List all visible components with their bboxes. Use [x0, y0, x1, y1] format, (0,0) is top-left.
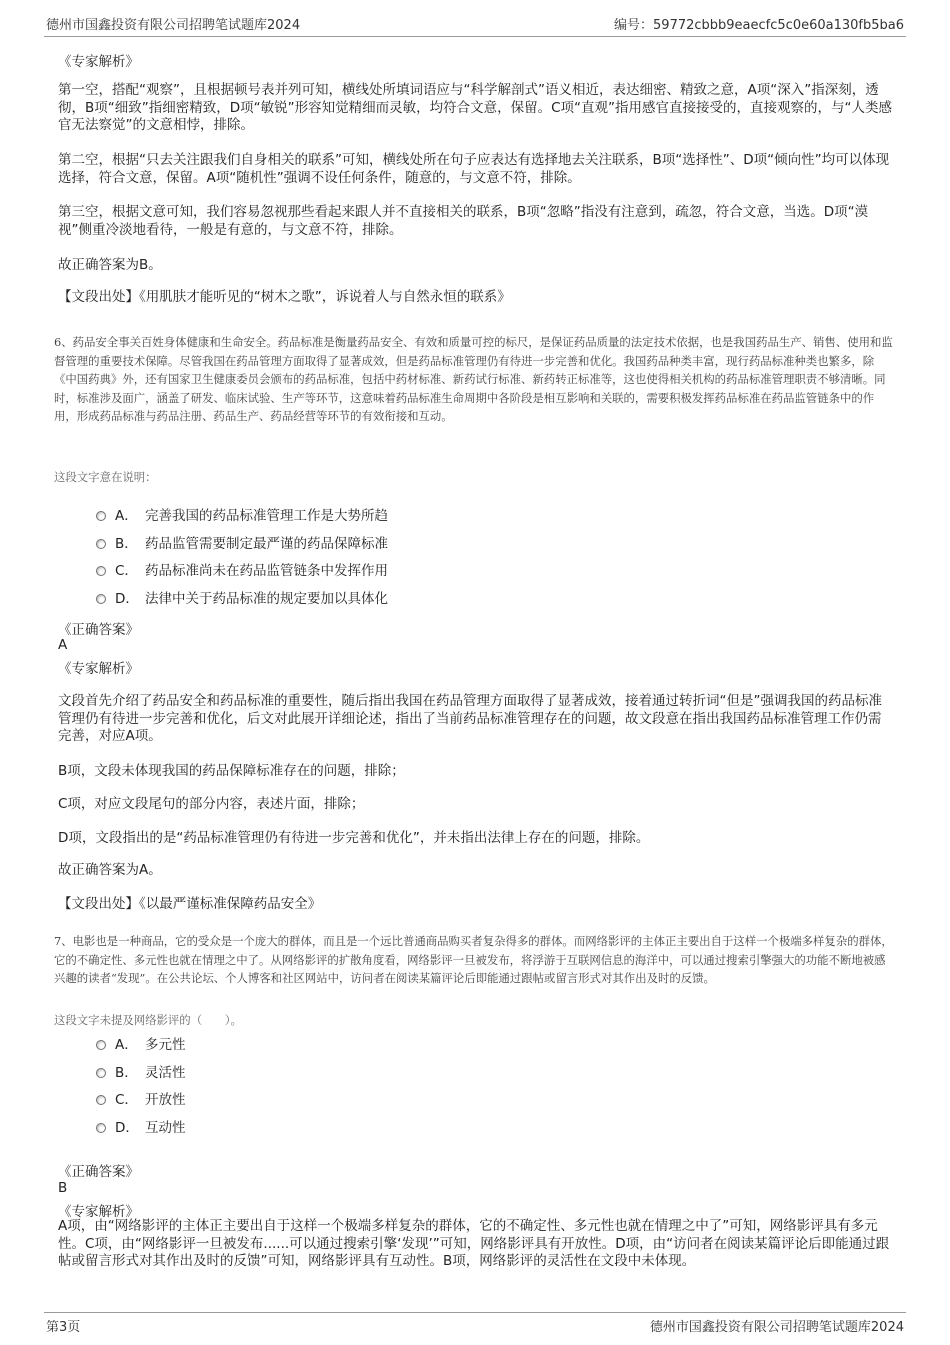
option-letter: D．	[115, 1120, 139, 1136]
option-letter: B．	[115, 536, 138, 552]
q6-answer-title: 《正确答案》	[58, 622, 139, 638]
q7-option-b[interactable]	[96, 1061, 186, 1081]
q7-option-d[interactable]	[96, 1116, 186, 1136]
q7-analysis: A项，由“网络影评的主体正主要出自于这样一个极端多样复杂的群体，它的不确定性、多元性也就在情理之中了”可知，网络影评具有多元性。C项，由“网络影评一旦被发布......可以通过搜索引擎‘发现’”可知，网络影评具有开放性。D项，由“访问者在阅读某篇评论后即能通过跟帖或留言形式对其作出及时的反馈”可知，网络影评具有互动性。B项，网络影评的灵活性在文段中未体现。	[58, 1218, 890, 1269]
q5-analysis-p1: 第一空，搭配“观察”，且根据顿号表并列可知，横线处所填词语应与“科学解剖式”语义相近，表达细密、精致之意，A项“深入”指深刻，透彻，B项“细致”指细密精致，D项“敏锐”形容知觉精细而灵敏，均符合文意，保留。C项“直观”指用感官直接接受的，直接观察的，与“人类感官无法察觉”的文意相悖，排除。	[58, 82, 893, 133]
q5-analysis-title: 《专家解析》	[58, 54, 139, 70]
option-text: 法律中关于药品标准的规定要加以具体化	[145, 591, 388, 607]
option-text: 开放性	[145, 1092, 186, 1108]
q6-option-b[interactable]	[96, 532, 388, 552]
q6-stem: 这段文字意在说明：	[54, 470, 157, 484]
footer-divider	[44, 1312, 906, 1313]
q6-option-c[interactable]	[96, 559, 388, 579]
q5-analysis-p3: 第三空，根据文意可知，我们容易忽视那些看起来跟人并不直接相关的联系，B项“忽略”指没有注意到，疏忽，符合文意，当选。D项“漠视”侧重冷淡地看待，一般是有意的，与文意不符，排除。	[58, 204, 869, 238]
q5-conclusion: 故正确答案为B。	[58, 257, 162, 273]
option-letter: B．	[115, 1065, 138, 1081]
header-divider	[44, 36, 906, 37]
q6-analysis-p3: C项，对应文段尾句的部分内容，表述片面，排除；	[58, 796, 365, 812]
option-letter: C．	[115, 1092, 138, 1108]
q6-passage: 6、药品安全事关百姓身体健康和生命安全。药品标准是衡量药品安全、有效和质量可控的标尺，是保证药品质量的法定技术依据，也是我国药品生产、销售、使用和监督管理的重要技术保障。尽管我国在药品管理方面取得了显著成效，但是药品标准管理仍有待进一步完善和优化。我国药品种类丰富，现行药品标准种类也繁多，除《中国药典》外，还有国家卫生健康委员会颁布的药品标准，包括中药材标准、新药试行标准、新药转正标准等，这也使得相关机构的药品标准管理职责不够清晰。同时，标准涉及面广，涵盖了研发、临床试验、生产等环节，这意味着药品标准生命周期中各阶段是相互影响和关联的，需要积极发挥药品标准在药品监管链条中的作用，形成药品标准与药品注册、药品生产、药品经营等环节的有效衔接和互动。	[54, 335, 893, 423]
q7-answer: B	[58, 1180, 68, 1196]
q6-analysis-p2: B项，文段未体现我国的药品保障标准存在的问题，排除；	[58, 763, 405, 779]
option-text: 药品监管需要制定最严谨的药品保障标准	[145, 536, 388, 552]
q6-analysis-title: 《专家解析》	[58, 661, 139, 677]
q7-answer-title: 《正确答案》	[58, 1164, 139, 1180]
radio-icon[interactable]	[96, 1068, 106, 1078]
radio-icon[interactable]	[96, 594, 106, 604]
page-number: 第3页	[46, 1320, 81, 1335]
q7-option-c[interactable]	[96, 1088, 186, 1108]
option-text: 多元性	[145, 1037, 186, 1053]
radio-icon[interactable]	[96, 566, 106, 576]
q6-source: 【文段出处】《以最严谨标准保障药品安全》	[58, 896, 322, 912]
option-text: 灵活性	[145, 1065, 186, 1081]
q7-option-a[interactable]	[96, 1033, 186, 1053]
q7-analysis-title: 《专家解析》	[58, 1204, 139, 1220]
q7-passage: 7、电影也是一种商品，它的受众是一个庞大的群体，而且是一个远比普通商品购买者复杂得多的群体。而网络影评的主体正主要出自于这样一个极端多样复杂的群体，它的不确定性、多元性也就在情理之中了。从网络影评的扩散角度看，网络影评一旦被发布，将浮游于互联网信息的海洋中，可以通过搜索引擎强大的功能不断地被感兴趣的读者“发现”。在公共论坛、个人博客和社区网站中，访问者在阅读某篇评论后即能通过跟帖或留言形式对其作出及时的反馈。	[54, 934, 893, 985]
option-letter: A．	[115, 508, 138, 524]
radio-icon[interactable]	[96, 1123, 106, 1133]
option-text: 完善我国的药品标准管理工作是大势所趋	[145, 508, 388, 524]
radio-icon[interactable]	[96, 1095, 106, 1105]
option-text: 药品标准尚未在药品监管链条中发挥作用	[145, 563, 388, 579]
option-letter: D．	[115, 591, 139, 607]
q6-option-d[interactable]	[96, 587, 388, 607]
option-letter: A．	[115, 1037, 138, 1053]
header-title: 德州市国鑫投资有限公司招聘笔试题库2024	[46, 18, 301, 33]
footer-title: 德州市国鑫投资有限公司招聘笔试题库2024	[649, 1320, 904, 1335]
q6-analysis-p4: D项，文段指出的是“药品标准管理仍有待进一步完善和优化”，并未指出法律上存在的问题，排除。	[58, 830, 650, 846]
q6-option-a[interactable]	[96, 504, 388, 524]
option-letter: C．	[115, 563, 138, 579]
radio-icon[interactable]	[96, 1040, 106, 1050]
radio-icon[interactable]	[96, 539, 106, 549]
option-text: 互动性	[145, 1120, 186, 1136]
q7-stem: 这段文字未提及网络影评的（ ）。	[54, 1013, 242, 1027]
q6-conclusion: 故正确答案为A。	[58, 862, 162, 878]
q6-answer: A	[58, 637, 68, 653]
radio-icon[interactable]	[96, 511, 106, 521]
q5-source: 【文段出处】《用肌肤才能听见的“树木之歌”，诉说着人与自然永恒的联系》	[58, 289, 511, 305]
document-code: 编号：59772cbbb9eaecfc5c0e60a130fb5ba6	[614, 18, 904, 33]
q5-analysis-p2: 第二空，根据“只去关注跟我们自身相关的联系”可知，横线处所在句子应表达有选择地去关注联系，B项“选择性”、D项“倾向性”均可以体现选择，符合文意，保留。A项“随机性”强调不设任何条件，随意的，与文意不符，排除。	[58, 152, 890, 186]
q6-analysis-p1: 文段首先介绍了药品安全和药品标准的重要性，随后指出我国在药品管理方面取得了显著成效，接着通过转折词“但是”强调我国的药品标准管理仍有待进一步完善和优化，后文对此展开详细论述，指出了当前药品标准管理存在的问题，故文段意在指出我国药品标准管理工作仍需完善，对应A项。	[58, 693, 882, 744]
